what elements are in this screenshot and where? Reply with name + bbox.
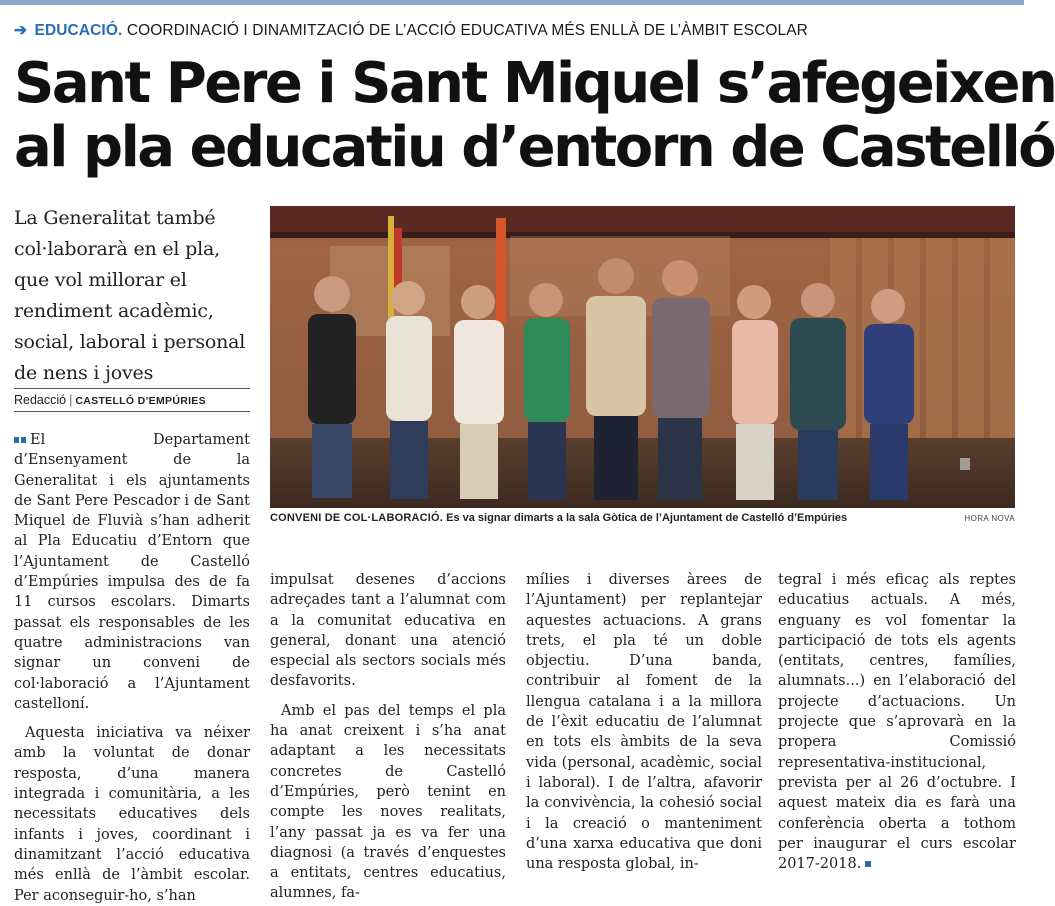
body-paragraph [778,570,1016,874]
body-paragraph: impulsat desenes d’accions adreçades tant a l’alumnat com a la comunitat educativa en general, donant una atenció especial als sectors socials més desfavorits. [270,572,506,690]
section-name: EDUCACIÓ. [34,22,123,39]
body-column-4 [778,570,1016,874]
body-column-3 [526,570,762,874]
caption-text: Es va signar dimarts a la sala Gòtica de l’Ajuntament de Castelló d’Empúries [443,512,848,524]
paragraph-text: El Departament d’Ensenyament de la Generalitat i els ajuntaments de Sant Pere Pescador i de Sant Miquel de Fluvià s’han adherit al Pla Educatiu d’Entorn que l’Ajuntament de Castelló d’Empúries impulsa des de fa 11 cursos escolars. Dimarts passat els responsables de les quatre administracions van signar un conveni de col·laboració a l’Ajuntament castelloní. [14,432,250,712]
photo-credit: HORA NOVA [964,514,1015,523]
photo-caption [270,512,1015,524]
body-column-2 [270,570,506,904]
paragraph-text: tegral i més eficaç als reptes educatius actuals. A més, enguany es vol fomentar la participació de tots els agents (entitats, centres, famílies, alumnats...) en l’elaboració del projecte d’actuacions. Un projecte que s’aprovarà en la propera Comissió representativa-institucional, prevista per al 26 d’octubre. I aquest mateix dia es farà una conferència oberta a tothom per inaugurar el curs escolar 2017-2018. [778,572,1016,873]
byline-location: CASTELLÓ D’EMPÚRIES [75,395,206,407]
section-header [14,21,1014,40]
article-photo [270,206,1015,508]
headline-line-2: al pla educatiu d’entorn de Castelló [14,115,1055,180]
body-paragraph [14,430,250,714]
article-headline [14,51,1055,180]
section-description: COORDINACIÓ I DINAMITZACIÓ DE L’ACCIÓ EDUCATIVA MÉS ENLLÀ DE L’ÀMBIT ESCOLAR [126,22,808,39]
top-color-rule [0,0,1024,5]
headline-line-1: Sant Pere i Sant Miquel s’afegeixen [14,51,1055,116]
group-photo-illustration [270,206,1015,508]
double-square-marker-icon [14,437,26,443]
byline-separator: | [69,393,73,407]
body-column-1 [14,430,250,906]
body-paragraph: Amb el pas del temps el pla ha anat creixent i s’ha anat adaptant a les necessitats concretes de Castelló d’Empúries, però tenint en compte les noves realitats, l’any passat ja es va fer una diagnosi (a través d’enquestes a entitats, centres educatius, alumnes, fa- [270,702,506,902]
caption-lead: CONVENI DE COL·LABORACIÓ. [270,512,444,524]
article-byline [14,388,250,412]
byline-author: Redacció [14,393,67,407]
body-paragraph: Aquesta iniciativa va néixer amb la voluntat de donar resposta, d’una manera integrada i comunitària, a les necessitats educatives dels infants i joves, coordinant i dinamitzant l’acció educativa més enllà de l’àmbit escolar. Per aconseguir-ho, s’han [14,725,250,904]
body-paragraph: mílies i diverses àrees de l’Ajuntament) per replantejar aquestes actuacions. A grans trets, el pla té un doble objectiu. D’una banda, contribuir al foment de la llengua catalana i a la millora de l’èxit educatiu de l’alumnat en tots els àmbits de la seva vida (personal, acadèmic, social i laboral). I de l’altra, afavorir la convivència, la cohesió social i la creació o manteniment d’una xarxa educativa que doni una resposta global, in- [526,572,762,873]
arrow-right-icon: ➔ [14,22,28,39]
end-square-icon [865,861,871,867]
article-subheading: La Generalitat també col·laborarà en el pla, que vol millorar el rendiment acadèmic, social, laboral i personal de nens i joves [14,207,246,384]
